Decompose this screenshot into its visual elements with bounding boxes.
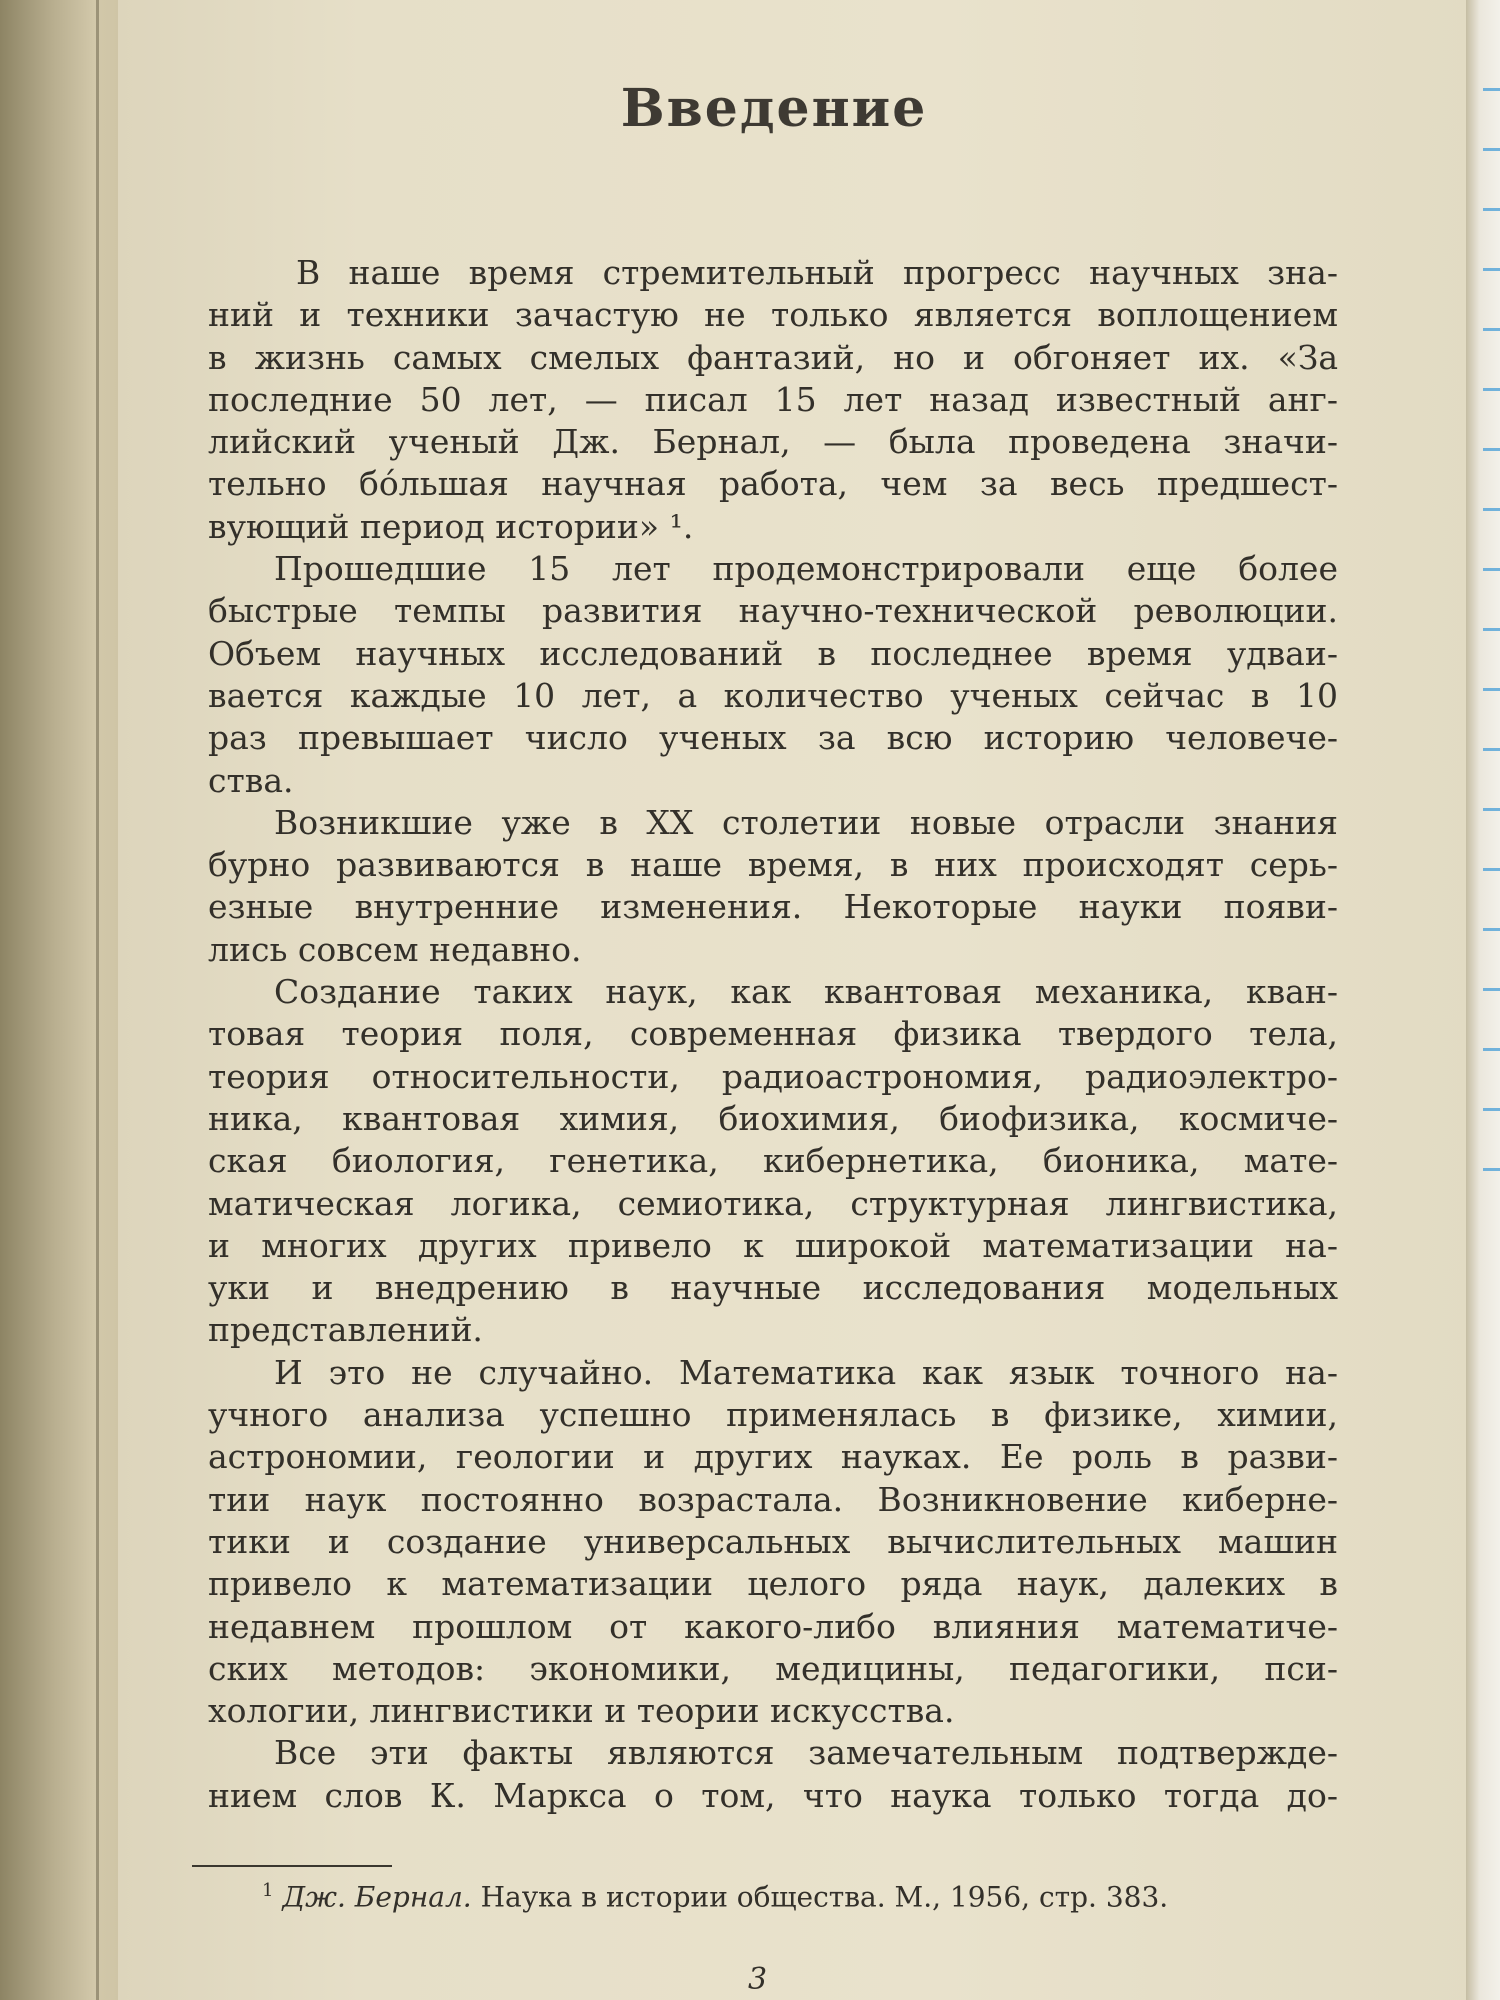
text-line: вается каждые 10 лет, а количество ученых сейчас в 10 xyxy=(208,675,1338,715)
edge-marker xyxy=(1483,268,1500,271)
edge-marker xyxy=(1483,1108,1500,1111)
text-line: вующий период истории» ¹. xyxy=(208,506,694,546)
text-line: последние 50 лет, — писал 15 лет назад известный анг- xyxy=(208,379,1338,419)
footnote-mark: 1 xyxy=(262,1880,274,1901)
text-line: езные внутренние изменения. Некоторые науки появи- xyxy=(208,887,1338,927)
edge-marker xyxy=(1483,568,1500,571)
edge-marker xyxy=(1483,1048,1500,1051)
edge-marker xyxy=(1483,868,1500,871)
footnote xyxy=(262,1880,1328,1913)
edge-marker xyxy=(1483,88,1500,91)
paragraph xyxy=(208,1732,1338,1817)
book-binding xyxy=(0,0,118,2000)
paragraph xyxy=(208,1352,1338,1733)
text-line: товая теория поля, современная физика твердого тела, xyxy=(208,1014,1338,1054)
edge-marker xyxy=(1483,508,1500,511)
text-line: нием слов К. Маркса о том, что наука только тогда до- xyxy=(208,1775,1338,1815)
text-line: быстрые темпы развития научно-технической революции. xyxy=(208,591,1338,631)
text-line: в жизнь самых смелых фантазий, но и обгоняет их. «За xyxy=(208,337,1338,377)
text-line: В наше время стремительный прогресс научных зна- xyxy=(296,253,1338,292)
edge-marker xyxy=(1483,988,1500,991)
text-line: Создание таких наук, как квантовая механика, кван- xyxy=(274,972,1338,1012)
text-line: представлений. xyxy=(208,1310,483,1350)
text-line: учного анализа успешно применялась в физике, химии, xyxy=(208,1395,1338,1435)
text-line: ских методов: экономики, медицины, педагогики, пси- xyxy=(208,1648,1338,1688)
text-line: ская биология, генетика, кибернетика, бионика, мате- xyxy=(208,1141,1338,1181)
chapter-title: Введение xyxy=(620,78,928,139)
paragraph xyxy=(208,971,1338,1352)
edge-marker xyxy=(1483,928,1500,931)
text-line: тельно бóльшая научная работа, чем за весь предшест- xyxy=(208,464,1338,504)
edge-marker xyxy=(1483,808,1500,811)
text-line: астрономии, геологии и других науках. Ее роль в разви- xyxy=(208,1437,1338,1477)
page-edge xyxy=(1466,0,1500,2000)
text-line: и многих других привело к широкой математизации на- xyxy=(208,1225,1338,1265)
paragraph xyxy=(208,802,1338,971)
edge-marker xyxy=(1483,628,1500,631)
text-line: хологии, лингвистики и теории искусства. xyxy=(208,1691,955,1731)
text-line: ства. xyxy=(208,760,294,800)
text-line: тики и создание универсальных вычислительных машин xyxy=(208,1521,1338,1561)
text-line: привело к математизации целого ряда наук, далеких в xyxy=(208,1564,1338,1604)
page-number: 3 xyxy=(748,1962,768,1997)
edge-marker xyxy=(1483,688,1500,691)
text-line: лись совсем недавно. xyxy=(208,929,582,969)
edge-marker xyxy=(1483,388,1500,391)
edge-marker xyxy=(1483,328,1500,331)
text-line: ний и техники зачастую не только является воплощением xyxy=(208,295,1338,335)
text-line: тии наук постоянно возрастала. Возникновение киберне- xyxy=(208,1479,1338,1519)
footnote-author: Дж. Бернал. xyxy=(282,1880,472,1914)
text-line: Объем научных исследований в последнее время удваи- xyxy=(208,633,1338,673)
paragraph xyxy=(208,252,1338,294)
text-line: ника, квантовая химия, биохимия, биофизика, космиче- xyxy=(208,1098,1338,1138)
binding-edge xyxy=(96,0,99,2000)
text-line: теория относительности, радиоастрономия, радиоэлектро- xyxy=(208,1056,1338,1096)
text-line: бурно развиваются в наше время, в них происходят серь- xyxy=(208,845,1338,885)
text-line: И это не случайно. Математика как язык точного на- xyxy=(274,1352,1338,1392)
text-line: Возникшие уже в XX столетии новые отрасли знания xyxy=(274,802,1338,842)
text-line: матическая логика, семиотика, структурная лингвистика, xyxy=(208,1183,1338,1223)
edge-marker xyxy=(1483,1168,1500,1171)
paragraph xyxy=(208,548,1338,802)
text-line: лийский ученый Дж. Бернал, — была проведена значи- xyxy=(208,422,1338,462)
edge-marker xyxy=(1483,748,1500,751)
text-line: уки и внедрению в научные исследования модельных xyxy=(208,1268,1338,1308)
body-text xyxy=(208,252,1338,1817)
text-line: недавнем прошлом от какого-либо влияния математиче- xyxy=(208,1606,1338,1646)
text-line: Все эти факты являются замечательным подтвержде- xyxy=(274,1733,1338,1773)
footnote-text: Наука в истории общества. М., 1956, стр. 383. xyxy=(480,1880,1169,1914)
text-line: раз превышает число ученых за всю историю человече- xyxy=(208,718,1338,758)
edge-marker xyxy=(1483,448,1500,451)
edge-marker xyxy=(1483,148,1500,151)
footnote-rule xyxy=(192,1865,392,1867)
text-line: Прошедшие 15 лет продемонстрировали еще более xyxy=(274,549,1338,589)
edge-marker xyxy=(1483,208,1500,211)
paragraph-continued xyxy=(208,294,1338,548)
